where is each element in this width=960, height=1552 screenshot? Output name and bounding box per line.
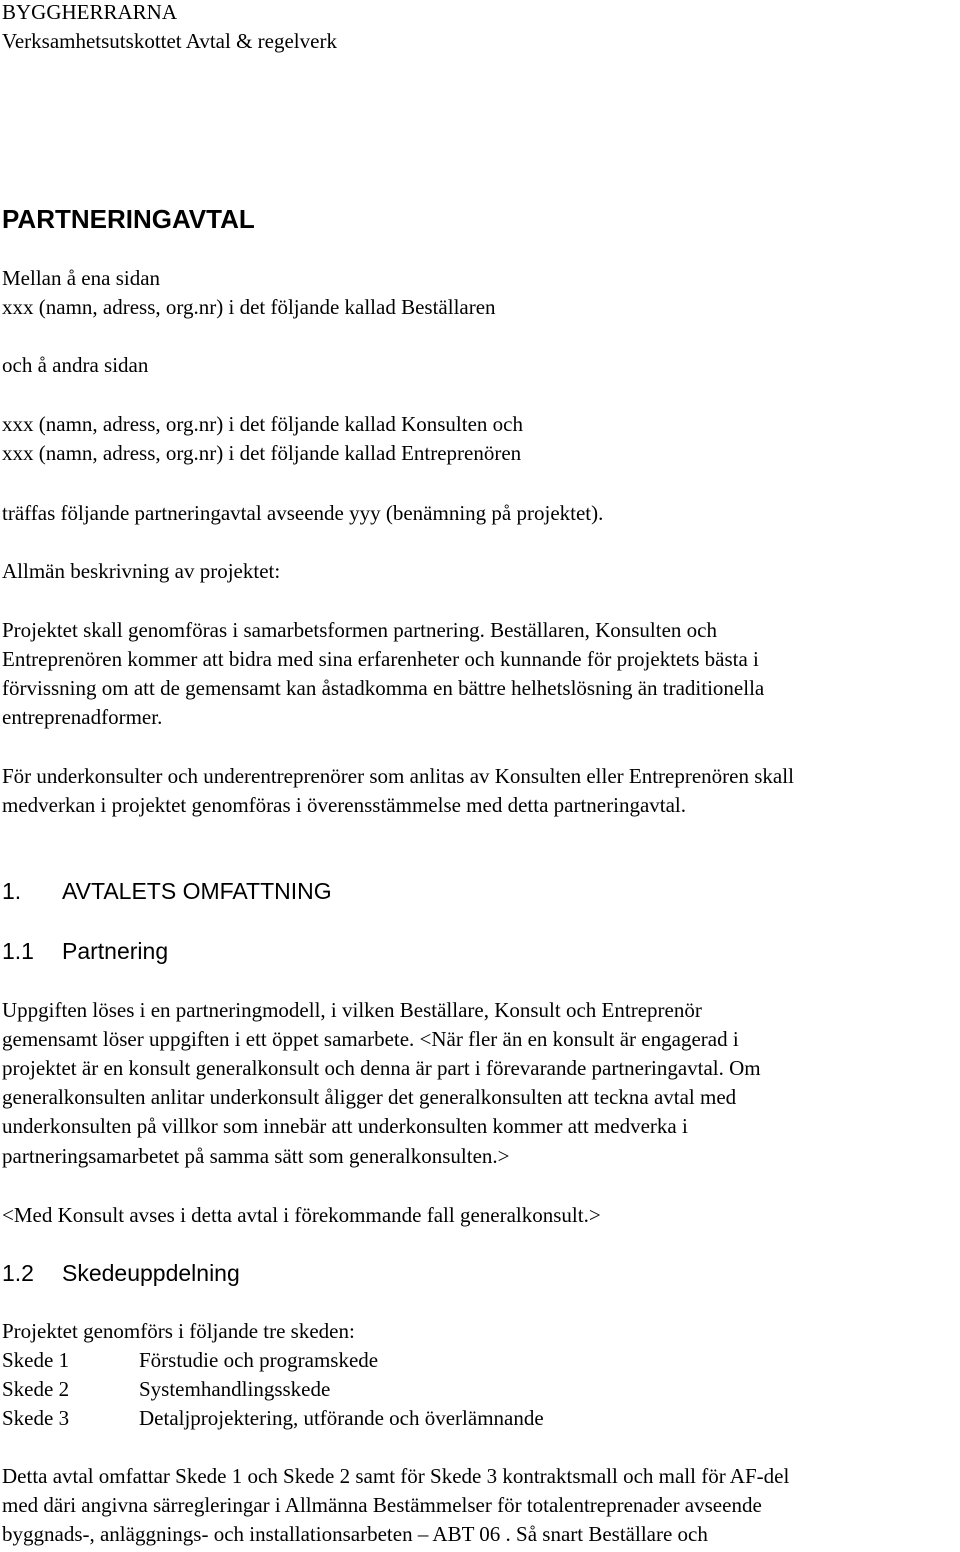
subsection-number: 1.2 [2,1260,34,1286]
paragraph-line: med däri angivna särregleringar i Allmänna Bestämmelser för totalentreprenader avseende [2,1493,762,1517]
paragraph-line: projektet är en konsult generalkonsult och denna är part i förevarande partneringavtal. Om [2,1056,761,1080]
stage-description: Förstudie och programskede [139,1348,379,1372]
document-title: PARTNERINGAVTAL [2,204,255,234]
section-number: 1. [2,878,22,904]
subsection-title: Partnering [62,938,169,964]
stage-row [2,1379,330,1400]
subsection-heading [2,1262,240,1285]
parties-line: träffas följande partneringavtal avseende yyy (benämning på projektet). [2,501,604,525]
parties-line: och å andra sidan [2,353,149,377]
general-heading: Allmän beskrivning av projektet: [2,559,281,583]
committee-name: Verksamhetsutskottet Avtal & regelverk [2,29,337,53]
paragraph-line: Projektet skall genomföras i samarbetsformen partnering. Beställaren, Konsulten och [2,618,717,642]
parties-line: Mellan å ena sidan [2,266,161,290]
parties-line: xxx (namn, adress, org.nr) i det följande kallad Entreprenören [2,441,522,465]
paragraph-line: gemensamt löser uppgiften i ett öppet samarbete. <När fler än en konsult är engagerad i [2,1027,739,1051]
paragraph-line: generalkonsulten anlitar underkonsult åligger det generalkonsulten att teckna avtal med [2,1085,737,1109]
subsection-heading [2,940,168,963]
stage-description: Systemhandlingsskede [139,1377,331,1401]
stage-label: Skede 3 [2,1406,70,1430]
section-heading [2,880,332,903]
paragraph-line: partneringsamarbetet på samma sätt som generalkonsulten.> [2,1144,510,1168]
subsection-number: 1.1 [2,938,34,964]
paragraph-line: Detta avtal omfattar Skede 1 och Skede 2 samt för Skede 3 kontraktsmall och mall för AF-del [2,1464,790,1488]
section-title: AVTALETS OMFATTNING [62,878,332,904]
paragraph-line: underkonsulten på villkor som innebär att underkonsulten kommer att medverka i [2,1114,688,1138]
subsection-title: Skedeuppdelning [62,1260,240,1286]
paragraph-line: Projektet genomförs i följande tre skeden: [2,1319,355,1343]
stage-label: Skede 2 [2,1377,70,1401]
stage-label: Skede 1 [2,1348,70,1372]
paragraph-line: För underkonsulter och underentreprenörer som anlitas av Konsulten eller Entreprenören skall [2,764,794,788]
paragraph-line: Uppgiften löses i en partneringmodell, i vilken Beställare, Konsult och Entreprenör [2,998,702,1022]
paragraph-line: förvissning om att de gemensamt kan åstadkomma en bättre helhetslösning än traditionella [2,676,765,700]
stage-row [2,1350,378,1371]
stage-description: Detaljprojektering, utförande och överlämnande [139,1406,544,1430]
parties-line: xxx (namn, adress, org.nr) i det följande kallad Konsulten och [2,412,523,436]
org-name: BYGGHERRARNA [2,0,178,24]
parties-line: xxx (namn, adress, org.nr) i det följande kallad Beställaren [2,295,496,319]
paragraph-line: byggnads-, anläggnings- och installationsarbeten – ABT 06 . Så snart Beställare och [2,1522,708,1546]
paragraph-line: medverkan i projektet genomföras i överensstämmelse med detta partneringavtal. [2,793,687,817]
stage-row [2,1408,544,1429]
paragraph-line: <Med Konsult avses i detta avtal i förekommande fall generalkonsult.> [2,1203,601,1227]
paragraph-line: Entreprenören kommer att bidra med sina erfarenheter och kunnande för projektets bästa i [2,647,759,671]
paragraph-line: entreprenadformer. [2,705,163,729]
